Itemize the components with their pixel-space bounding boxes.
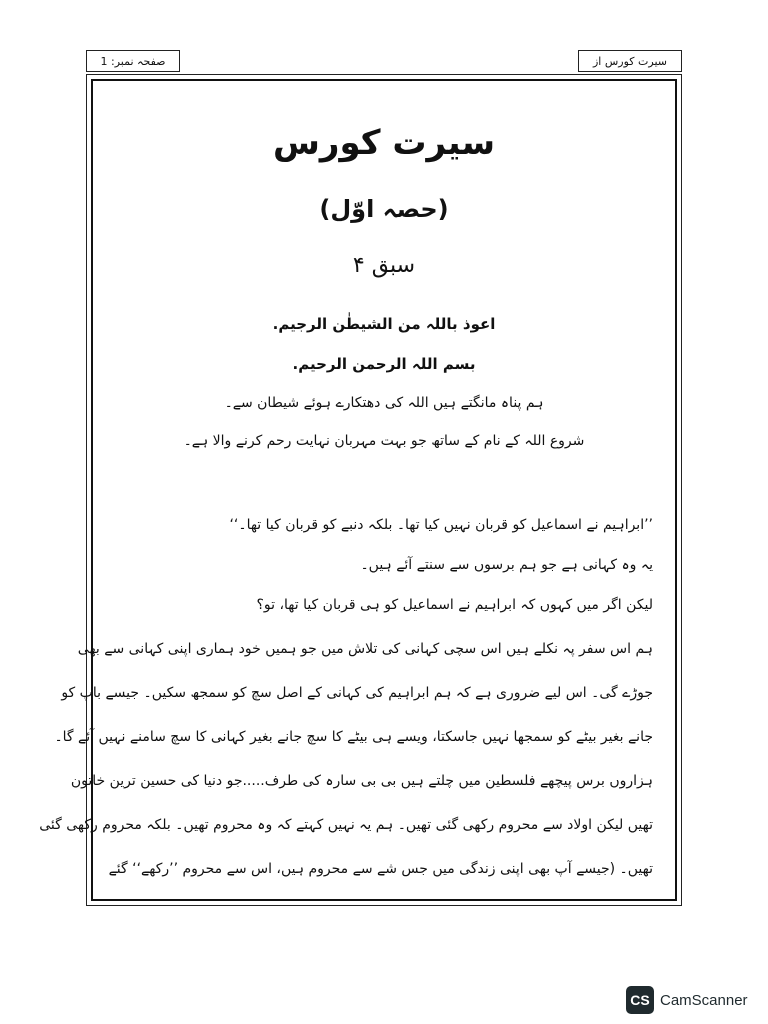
paragraph-line: ہزاروں برس پیچھے فلسطین میں چلتے ہیں بی بی سارہ کی طرف.....جو دنیا کی حسین ترین خاتون — [70, 773, 653, 789]
header-course-text: سیرت کورس از — [593, 55, 667, 68]
camscanner-logo: CS — [626, 986, 654, 1014]
page-frame — [39, 74, 682, 906]
paragraph-line: ’’ابراہیم نے اسماعیل کو قربان نہیں کیا تھا۔ بلکہ دنبے کو قربان کیا تھا۔‘‘ — [229, 517, 653, 533]
paragraph-line: تھیں۔ (جیسے آپ بھی اپنی زندگی میں جس شے سے محروم ہیں، اس سے محروم ’’رکھے‘‘ گئے — [108, 861, 653, 877]
paragraph-line: لیکن اگر میں کہوں کہ ابراہیم نے اسماعیل کو ہی قربان کیا تھا، تو؟ — [256, 597, 653, 613]
bismillah-translation: شروع اللہ کے نام کے ساتھ جو بہت مہربان نہایت رحم کرنے والا ہے۔ — [183, 433, 585, 449]
paragraph-line: یہ وہ کہانی ہے جو ہم برسوں سے سنتے آئے ہیں۔ — [360, 557, 653, 573]
camscanner-watermark — [626, 986, 748, 1014]
page-inner-border — [39, 79, 677, 901]
taawwuz-line: اعوذ باللہ من الشیطٰن الرجیم. — [272, 315, 496, 333]
document-title: سیرت کورس — [272, 123, 496, 163]
paragraph-line: ہم اس سفر پہ نکلے ہیں اس سچی کہانی کی تلاش میں جو ہمیں خود ہماری اپنی کہانی سے بھی — [77, 641, 653, 657]
paragraph-line: جوڑے گی۔ اس لیے ضروری ہے کہ ہم ابراہیم کی کہانی کے اصل سچ کو سمجھ سکیں۔ جیسے باپ کو — [61, 685, 653, 701]
header-page-number — [86, 50, 180, 72]
header-course-label — [578, 50, 682, 72]
paragraph-line: جانے بغیر بیٹے کو سمجھا نہیں جاسکتا، ویسے ہی بیٹے کا سچ جانے بغیر کہانی کا سچ سامنے نہیں آئے گا۔ — [54, 729, 653, 745]
paragraph-line: تھیں لیکن اولاد سے محروم رکھی گئی تھیں۔ ہم یہ نہیں کہتے کہ وہ محروم تھیں۔ بلکہ محروم رکھی گئی — [39, 817, 653, 833]
document-subtitle: (حصہ اوّل) — [319, 195, 449, 223]
camscanner-brand: CamScanner — [660, 991, 748, 1009]
page-number-text: صفحہ نمبر: 1 — [100, 55, 166, 68]
taawwuz-translation: ہم پناہ مانگتے ہیں اللہ کی دھتکارے ہوئے شیطان سے۔ — [224, 395, 544, 411]
lesson-number: سبق ۴ — [352, 253, 416, 278]
bismillah-line: بسم اللہ الرحمن الرحیم. — [292, 355, 476, 373]
